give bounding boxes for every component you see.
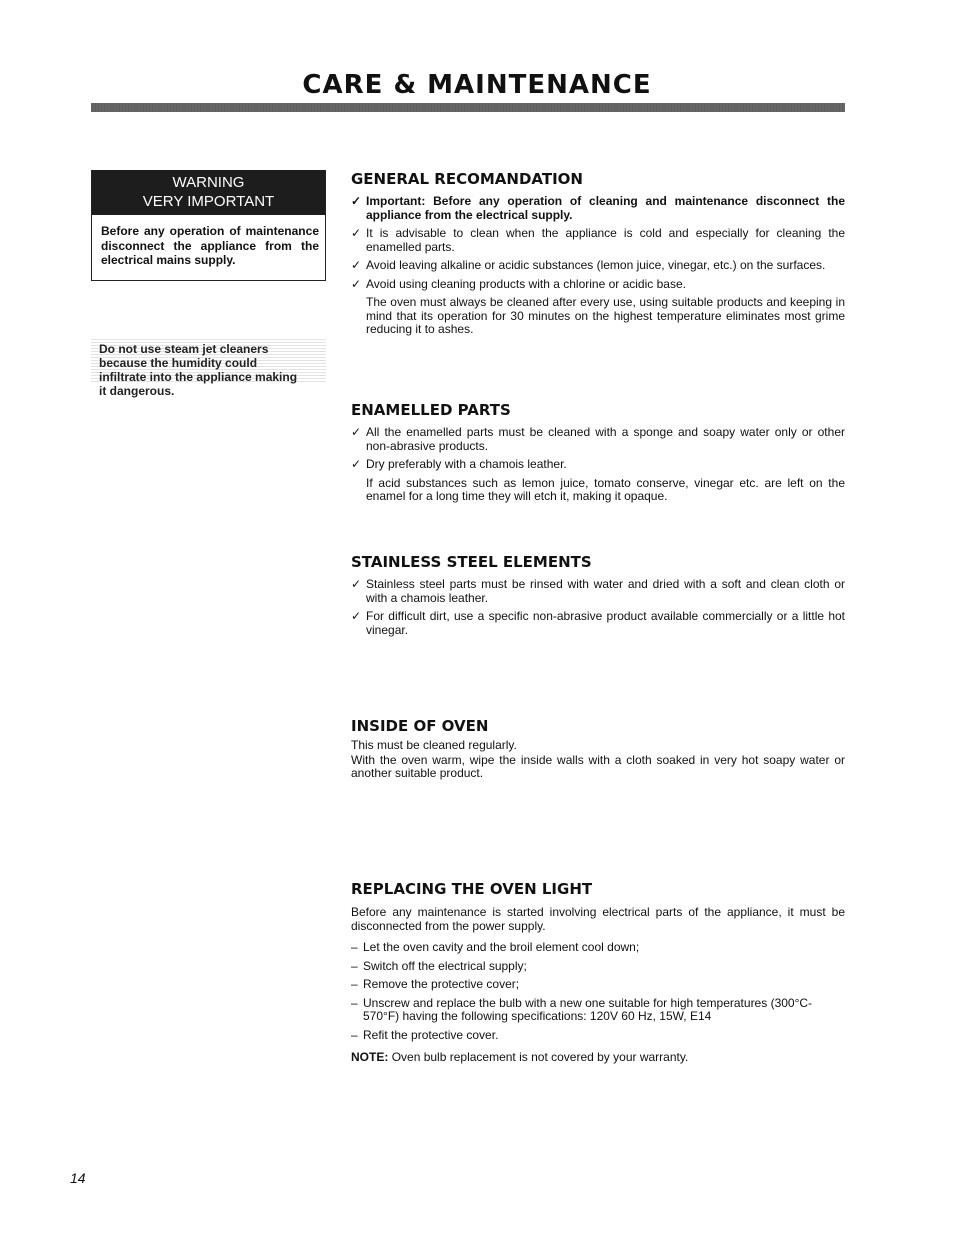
steam-note-line: infiltrate into the appliance making (99, 370, 298, 384)
list-item (351, 941, 845, 955)
list-item (351, 458, 845, 472)
checkmark-icon: ✓ (351, 577, 362, 591)
list-item-text: For difficult dirt, use a specific non-abrasive product available commercially or a little hot vinegar. (366, 609, 845, 637)
warning-header (92, 170, 325, 215)
list-item (351, 1029, 845, 1043)
page-title: CARE & MAINTENANCE (302, 70, 652, 100)
list-item (351, 997, 845, 1024)
section-paragraph: Before any maintenance is started involving electrical parts of the appliance, it must be disconnected from the power supply. (351, 905, 845, 933)
section-note: If acid substances such as lemon juice, tomato conserve, vinegar etc. are left on the enamel for a long time they will etch it, making it opaque. (366, 475, 845, 503)
section-heading: ENAMELLED PARTS (351, 401, 511, 419)
warning-title: WARNING (172, 174, 245, 191)
checkmark-icon: ✓ (351, 194, 362, 208)
title-rule (91, 103, 845, 112)
list-item-text: Important: Before any operation of cleaning and maintenance disconnect the appliance from the electrical supply. (366, 194, 845, 222)
section-stainless (351, 553, 845, 637)
section-heading: GENERAL RECOMANDATION (351, 170, 583, 188)
checkmark-icon: ✓ (351, 226, 362, 240)
list-item (351, 960, 845, 974)
list-item-text: Let the oven cavity and the broil element cool down; (363, 940, 640, 954)
list-item-text: Unscrew and replace the bulb with a new one suitable for high temperatures (300°C-570°F) having the following specifications: 120V 60 Hz, 15W, E14 (363, 995, 813, 1023)
steam-note-line: because the humidity could (99, 356, 258, 370)
steam-note-line: Do not use steam jet cleaners (99, 342, 269, 356)
section-general (351, 170, 845, 337)
warranty-note (351, 1051, 845, 1065)
checkmark-icon: ✓ (351, 258, 362, 272)
list-item-text: Dry preferably with a chamois leather. (366, 457, 567, 471)
list-item (351, 426, 845, 453)
warning-subtitle: VERY IMPORTANT (142, 193, 275, 210)
list-item-text: Avoid using cleaning products with a chlorine or acidic base. (366, 276, 686, 291)
section-paragraph: With the oven warm, wipe the inside walls with a cloth soaked in very hot soapy water or another suitable product. (351, 752, 845, 780)
list-item (351, 610, 845, 637)
section-inside (351, 717, 845, 781)
section-heading: STAINLESS STEEL ELEMENTS (351, 553, 592, 571)
list-item-text: Remove the protective cover; (363, 977, 520, 991)
dash-marker: – (351, 958, 358, 973)
list-item (351, 578, 845, 605)
list-item-text: It is advisable to clean when the appliance is cold and especially for cleaning the enamelled parts. (366, 226, 845, 254)
section-note: The oven must always be cleaned after every use, using suitable products and keeping in mind that its operation for 30 minutes on the highest temperature eliminates most grime reducing it to ashes. (366, 295, 845, 336)
dash-marker: – (351, 940, 358, 954)
checkmark-icon: ✓ (351, 457, 362, 471)
list-item (351, 259, 845, 273)
page-number: 14 (70, 1170, 86, 1186)
dash-marker: – (351, 977, 358, 991)
list-item (351, 227, 845, 254)
section-enamelled (351, 401, 845, 504)
list-item (351, 978, 845, 992)
checkmark-icon: ✓ (351, 276, 362, 291)
checkmark-icon: ✓ (351, 609, 362, 623)
list-item-text: All the enamelled parts must be cleaned with a sponge and soapy water only or other non-abrasive products. (366, 425, 845, 453)
list-item-text: Avoid leaving alkaline or acidic substances (lemon juice, vinegar, etc.) on the surfaces. (366, 258, 826, 272)
warning-box (91, 170, 326, 281)
steam-note-line: it dangerous. (99, 384, 175, 398)
dash-marker: – (351, 1027, 358, 1042)
section-paragraph: This must be cleaned regularly. (351, 738, 517, 752)
list-item-text: Stainless steel parts must be rinsed with water and dried with a soft and clean cloth or with a chamois leather. (366, 577, 845, 605)
section-heading: INSIDE OF OVEN (351, 717, 489, 735)
note-label: NOTE: (351, 1050, 389, 1064)
list-item-text: Refit the protective cover. (363, 1027, 499, 1042)
section-light (351, 880, 845, 1065)
section-heading: REPLACING THE OVEN LIGHT (351, 880, 593, 898)
list-item (351, 278, 845, 292)
steam-jet-note (91, 338, 326, 398)
dash-marker: – (351, 995, 358, 1010)
warning-text: Before any operation of maintenance disconnect the appliance from the electrical mains supply. (101, 224, 319, 267)
checkmark-icon: ✓ (351, 425, 362, 439)
list-item (351, 195, 845, 222)
note-text: Oven bulb replacement is not covered by your warranty. (391, 1050, 689, 1064)
list-item-text: Switch off the electrical supply; (363, 958, 527, 973)
